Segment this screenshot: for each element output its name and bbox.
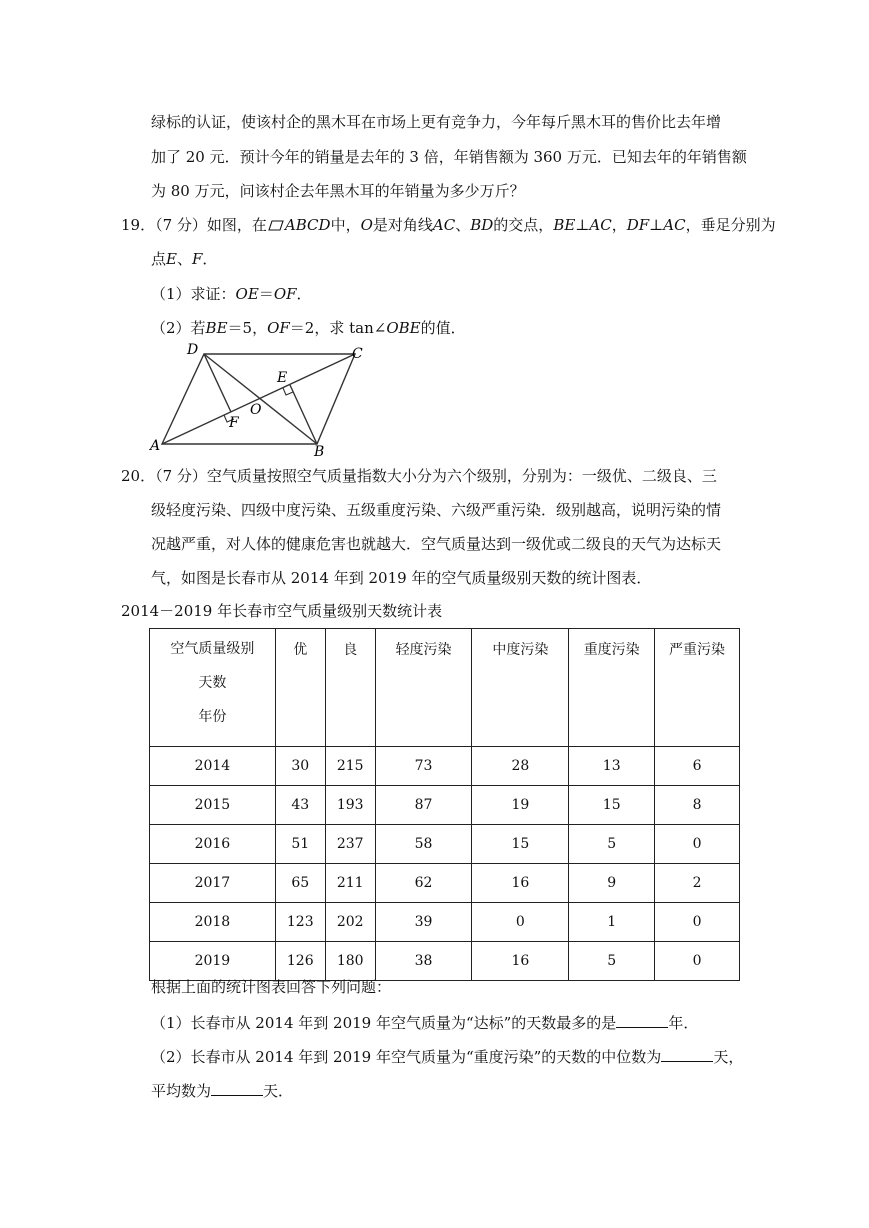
table-cell: 6: [655, 747, 740, 786]
table-cell: 1: [569, 903, 655, 942]
table-row: [150, 942, 740, 981]
q19-text: ⊥: [649, 216, 664, 234]
column-header: 良: [325, 629, 375, 747]
q19-abcd: ABCD: [284, 216, 331, 234]
table-cell: 28: [472, 747, 569, 786]
table-cell: 15: [472, 825, 569, 864]
diagonal-ac: [162, 354, 355, 444]
table-cell: 8: [655, 786, 740, 825]
label-f: F: [229, 415, 239, 431]
table-cell: 2: [655, 864, 740, 903]
q19-text: 是对角线: [372, 216, 433, 234]
table-cell: 202: [325, 903, 375, 942]
q20-text: 平均数为: [151, 1082, 212, 1100]
table-cell: 13: [569, 747, 655, 786]
cell-year: 2015: [150, 786, 276, 825]
segment-df: [204, 354, 231, 412]
q19-text: （1）求证：: [151, 285, 236, 303]
q20-text: 天．: [263, 1082, 294, 1100]
table-cell: 0: [655, 903, 740, 942]
q20-line-3: 况越严重，对人体的健康危害也就越大．空气质量达到一级优或二级良的天气为达标天: [151, 535, 722, 553]
q19-text: 、: [176, 250, 192, 268]
q19-text: 点: [151, 250, 167, 268]
column-header: 轻度污染: [375, 629, 472, 747]
column-header: 中度污染: [472, 629, 569, 747]
q20-text: 年．: [668, 1014, 699, 1032]
table-cell: 15: [569, 786, 655, 825]
q19-line-1: [121, 215, 776, 235]
label-a: A: [150, 438, 161, 454]
q19-var: OF: [273, 285, 297, 303]
q19-text: ⊥: [575, 216, 590, 234]
q19-text: 的值．: [420, 319, 466, 337]
table-cell: 19: [472, 786, 569, 825]
table-cell: 0: [655, 825, 740, 864]
q19-text: ．: [202, 250, 218, 268]
q19-var: AC: [432, 216, 456, 234]
table-row: [150, 747, 740, 786]
table-cell: 58: [375, 825, 472, 864]
q19-text: 中，: [330, 216, 361, 234]
q19-var: OF: [267, 319, 290, 337]
column-header: 严重污染: [655, 629, 740, 747]
table-cell: 9: [569, 864, 655, 903]
parallelogram-symbol-icon: [268, 220, 284, 231]
table-row: [150, 786, 740, 825]
table-cell: 73: [375, 747, 472, 786]
q18-line-1: 绿标的认证，使该村企的黑木耳在市场上更有竞争力，今年每斤黑木耳的售价比去年增: [151, 113, 722, 131]
table-cell: 51: [275, 825, 325, 864]
parallelogram-figure: [140, 338, 380, 458]
table-cell: 43: [275, 786, 325, 825]
q19-var: BE: [553, 216, 576, 234]
table-row: [150, 903, 740, 942]
table-cell: 0: [655, 942, 740, 981]
answer-intro: 根据上面的统计图表回答下列问题：: [151, 978, 392, 996]
q20-line-1: [121, 466, 717, 486]
cell-year: 2014: [150, 747, 276, 786]
table-cell: 87: [375, 786, 472, 825]
q20-part-2-cont: [151, 1080, 293, 1101]
q20-line-2: 级轻度污染、四级中度污染、五级重度污染、六级严重污染．级别越高，说明污染的情: [151, 501, 722, 519]
q19-text: 如图，在: [206, 216, 267, 234]
q20-text: 空气质量按照空气质量指数大小分为六个级别，分别为：一级优、二级良、三: [206, 467, 717, 485]
table-cell: 65: [275, 864, 325, 903]
q19-var: DF: [626, 216, 650, 234]
q19-text: ＝2，求 tan∠: [289, 319, 387, 337]
q20-line-4: 气，如图是长春市从 2014 年到 2019 年的空气质量级别天数的统计图表．: [151, 569, 652, 587]
q19-var: F: [191, 250, 203, 268]
q18-line-2: 加了 20 元．预计今年的销量是去年的 3 倍，年销售额为 360 万元．已知去年的年销售额: [151, 148, 747, 166]
q20-text: （1）长春市从 2014 年到 2019 年空气质量为“达标”的天数最多的是: [151, 1014, 617, 1032]
table-cell: 16: [472, 942, 569, 981]
answer-blank-1[interactable]: [616, 1012, 668, 1028]
q18-line-3: 为 80 万元，问该村企去年黑木耳的年销量为多少万斤？: [151, 182, 525, 200]
table-cell: 193: [325, 786, 375, 825]
table-row: [150, 864, 740, 903]
table-row: [150, 825, 740, 864]
label-b: B: [314, 444, 325, 458]
cell-year: 2019: [150, 942, 276, 981]
q20-text: 天，: [713, 1048, 744, 1066]
label-e: E: [277, 370, 288, 386]
table-cell: 215: [325, 747, 375, 786]
q19-var: E: [166, 250, 177, 268]
label-d: D: [187, 342, 199, 358]
table-cell: 126: [275, 942, 325, 981]
table-cell: 211: [325, 864, 375, 903]
corner-label-days: 天数: [198, 675, 227, 691]
table-cell: 62: [375, 864, 472, 903]
table-cell: 38: [375, 942, 472, 981]
corner-label-grade: 空气质量级别: [170, 641, 255, 657]
q19-text: 的交点，: [493, 216, 554, 234]
q19-text: ，垂足分别为: [685, 216, 776, 234]
q19-var: BE: [205, 319, 228, 337]
q19-var: AC: [589, 216, 612, 234]
q20-part-1: [151, 1012, 698, 1033]
table-cell: 16: [472, 864, 569, 903]
table-cell: 180: [325, 942, 375, 981]
q19-line-2: [151, 249, 217, 269]
table-header-row: [150, 629, 740, 747]
corner-label-year: 年份: [198, 709, 227, 725]
cell-year: 2018: [150, 903, 276, 942]
q19-part-2: [151, 318, 466, 338]
column-header: 重度污染: [569, 629, 655, 747]
table-title: 2014－2019 年长春市空气质量级别天数统计表: [121, 602, 443, 620]
q19-var: BD: [470, 216, 494, 234]
q20-part-2: [151, 1046, 743, 1067]
q19-var: OBE: [386, 319, 421, 337]
q19-number: 19．: [121, 216, 156, 234]
table-cell: 5: [569, 942, 655, 981]
diagonal-bd: [204, 354, 317, 444]
segment-be: [290, 385, 317, 444]
q19-text: ，: [611, 216, 627, 234]
cell-year: 2016: [150, 825, 276, 864]
q19-text: ＝5，: [227, 319, 268, 337]
q19-var: OE: [235, 285, 259, 303]
answer-blank-3[interactable]: [211, 1080, 263, 1096]
q19-text: （2）若: [151, 319, 206, 337]
table-cell: 5: [569, 825, 655, 864]
table-cell: 237: [325, 825, 375, 864]
q19-var: AC: [663, 216, 686, 234]
q19-var-o: O: [360, 216, 373, 234]
q19-text: ．: [296, 285, 312, 303]
q19-score: （7 分）: [155, 216, 207, 234]
table-cell: 123: [275, 903, 325, 942]
table-corner-cell: [150, 629, 276, 747]
column-header: 优: [275, 629, 325, 747]
air-quality-table: [149, 628, 740, 981]
q20-score: （7 分）: [155, 467, 207, 485]
q19-text: ＝: [258, 285, 274, 303]
q20-text: （2）长春市从 2014 年到 2019 年空气质量为“重度污染”的天数的中位数为: [151, 1048, 662, 1066]
table-cell: 30: [275, 747, 325, 786]
label-c: C: [352, 346, 363, 362]
cell-year: 2017: [150, 864, 276, 903]
table-cell: 39: [375, 903, 472, 942]
table-cell: 0: [472, 903, 569, 942]
label-o: O: [250, 402, 262, 418]
q19-text: 、: [455, 216, 471, 234]
q20-number: 20．: [121, 467, 156, 485]
answer-blank-2[interactable]: [661, 1046, 713, 1062]
q19-part-1: [151, 284, 312, 304]
